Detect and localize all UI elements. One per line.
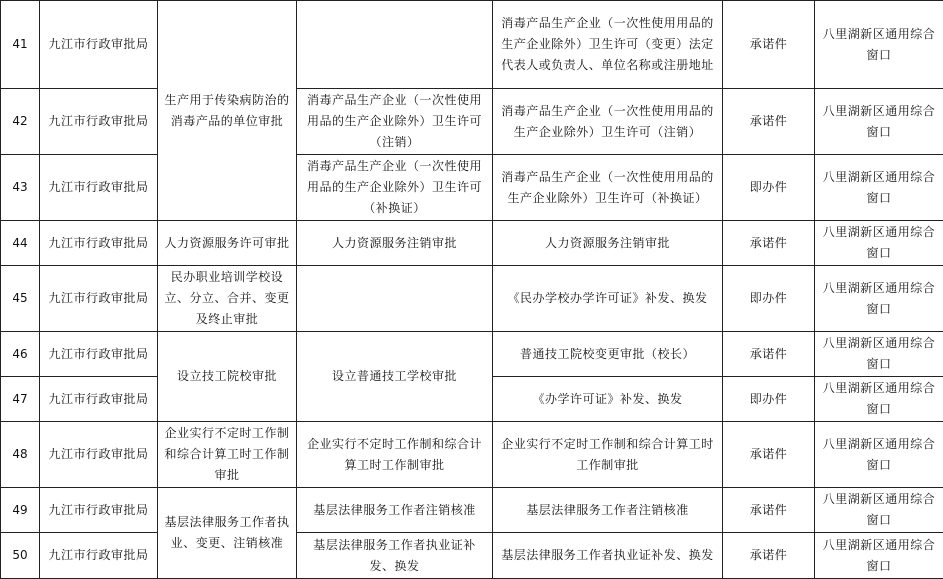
sub-item-cell: 基层法律服务工作者执业证补发、换发 [297, 533, 493, 579]
table-row [1, 89, 943, 155]
handling-item-cell: 《办学许可证》补发、换发 [493, 377, 723, 422]
department-cell: 九江市行政审批局 [40, 332, 158, 377]
item-type-cell: 承诺件 [723, 332, 815, 377]
handling-item-cell: 消毒产品生产企业（一次性使用用品的生产企业除外）卫生许可（注销） [493, 89, 723, 155]
item-type-cell: 即办件 [723, 377, 815, 422]
table-row [1, 533, 943, 579]
department-cell: 九江市行政审批局 [40, 377, 158, 422]
row-number: 49 [1, 488, 40, 533]
handling-item-cell: 《民办学校办学许可证》补发、换发 [493, 266, 723, 332]
row-number: 44 [1, 221, 40, 266]
matter-name-cell: 生产用于传染病防治的消毒产品的单位审批 [158, 1, 297, 221]
row-number: 45 [1, 266, 40, 332]
item-type-cell: 承诺件 [723, 1, 815, 89]
matter-name-cell: 民办职业培训学校设立、分立、合并、变更及终止审批 [158, 266, 297, 332]
item-type-cell: 即办件 [723, 266, 815, 332]
handling-item-cell: 基层法律服务工作者执业证补发、换发 [493, 533, 723, 579]
row-number: 43 [1, 155, 40, 221]
sub-item-cell: 消毒产品生产企业（一次性使用用品的生产企业除外）卫生许可（注销） [297, 89, 493, 155]
handling-item-cell: 企业实行不定时工作制和综合计算工时工作制审批 [493, 422, 723, 488]
department-cell: 九江市行政审批局 [40, 533, 158, 579]
item-type-cell: 承诺件 [723, 89, 815, 155]
row-number: 46 [1, 332, 40, 377]
service-window-cell: 八里湖新区通用综合窗口 [815, 488, 943, 533]
item-type-cell: 承诺件 [723, 221, 815, 266]
item-type-cell: 即办件 [723, 155, 815, 221]
service-window-cell: 八里湖新区通用综合窗口 [815, 377, 943, 422]
sub-item-cell: 人力资源服务注销审批 [297, 221, 493, 266]
table-row [1, 221, 943, 266]
department-cell: 九江市行政审批局 [40, 266, 158, 332]
matter-name-cell: 设立技工院校审批 [158, 332, 297, 422]
sub-item-cell: 消毒产品生产企业（一次性使用用品的生产企业除外）卫生许可（补换证） [297, 155, 493, 221]
handling-item-cell: 基层法律服务工作者注销核准 [493, 488, 723, 533]
row-number: 42 [1, 89, 40, 155]
table-row [1, 332, 943, 377]
row-number: 48 [1, 422, 40, 488]
service-window-cell: 八里湖新区通用综合窗口 [815, 422, 943, 488]
handling-item-cell: 消毒产品生产企业（一次性使用用品的生产企业除外）卫生许可（变更）法定代表人或负责人、单位名称或注册地址 [493, 1, 723, 89]
table-row [1, 422, 943, 488]
row-number: 41 [1, 1, 40, 89]
sub-item-cell-empty [297, 266, 493, 332]
service-window-cell: 八里湖新区通用综合窗口 [815, 221, 943, 266]
row-number: 47 [1, 377, 40, 422]
handling-item-cell: 消毒产品生产企业（一次性使用用品的生产企业除外）卫生许可（补换证） [493, 155, 723, 221]
service-window-cell: 八里湖新区通用综合窗口 [815, 533, 943, 579]
service-window-cell: 八里湖新区通用综合窗口 [815, 89, 943, 155]
row-number: 50 [1, 533, 40, 579]
table-row [1, 1, 943, 89]
sub-item-cell: 设立普通技工学校审批 [297, 332, 493, 422]
table-row [1, 488, 943, 533]
matter-name-cell: 企业实行不定时工作制和综合计算工时工作制审批 [158, 422, 297, 488]
service-window-cell: 八里湖新区通用综合窗口 [815, 1, 943, 89]
matter-name-cell: 人力资源服务许可审批 [158, 221, 297, 266]
department-cell: 九江市行政审批局 [40, 221, 158, 266]
department-cell: 九江市行政审批局 [40, 89, 158, 155]
department-cell: 九江市行政审批局 [40, 488, 158, 533]
table-row [1, 155, 943, 221]
item-type-cell: 承诺件 [723, 533, 815, 579]
sub-item-cell: 基层法律服务工作者注销核准 [297, 488, 493, 533]
item-type-cell: 承诺件 [723, 488, 815, 533]
sub-item-cell: 企业实行不定时工作制和综合计算工时工作制审批 [297, 422, 493, 488]
handling-item-cell: 普通技工院校变更审批（校长） [493, 332, 723, 377]
service-window-cell: 八里湖新区通用综合窗口 [815, 155, 943, 221]
service-window-cell: 八里湖新区通用综合窗口 [815, 266, 943, 332]
service-window-cell: 八里湖新区通用综合窗口 [815, 332, 943, 377]
handling-item-cell: 人力资源服务注销审批 [493, 221, 723, 266]
item-type-cell: 承诺件 [723, 422, 815, 488]
matter-name-cell: 基层法律服务工作者执业、变更、注销核准 [158, 488, 297, 579]
department-cell: 九江市行政审批局 [40, 422, 158, 488]
department-cell: 九江市行政审批局 [40, 1, 158, 89]
department-cell: 九江市行政审批局 [40, 155, 158, 221]
sub-item-cell-empty [297, 1, 493, 89]
table-row [1, 266, 943, 332]
